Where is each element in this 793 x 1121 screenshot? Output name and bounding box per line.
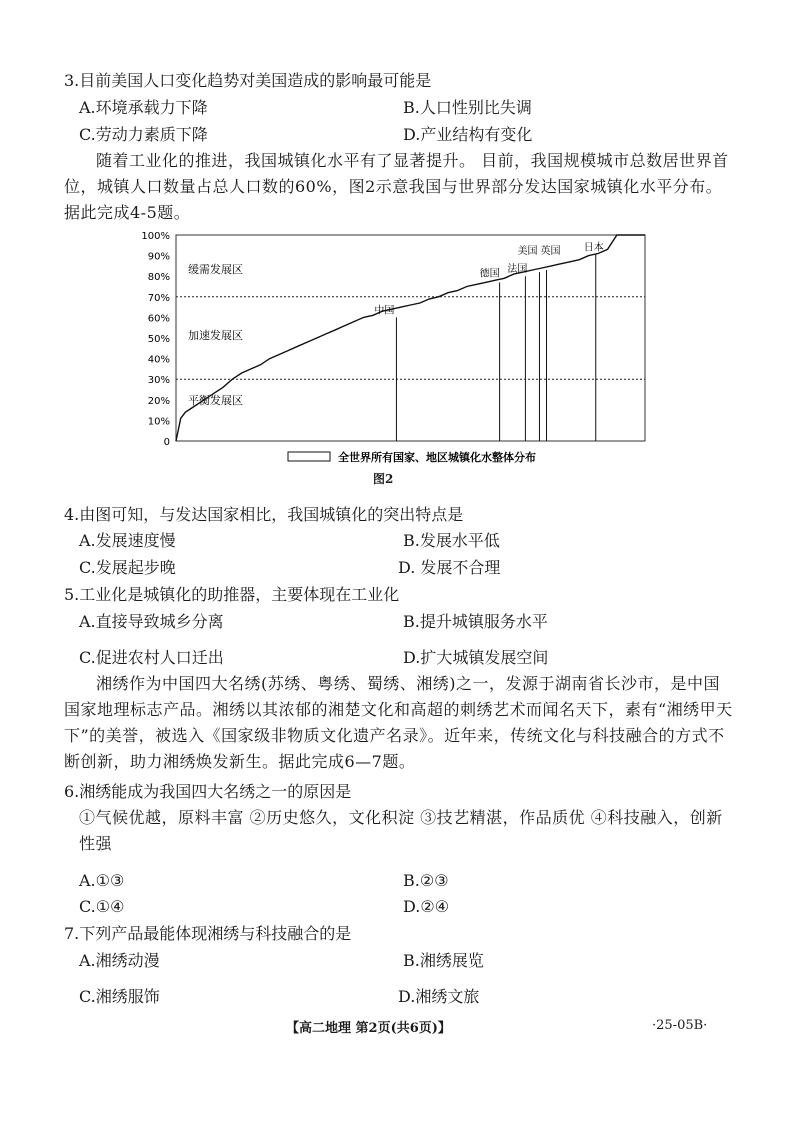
- question-6-option-b: B.②③: [403, 871, 449, 890]
- y-tick-label: 60%: [147, 313, 170, 325]
- question-4-option-d: D. 发展不合理: [398, 558, 501, 577]
- question-4-option-b: B.发展水平低: [403, 531, 500, 550]
- country-label: 英国: [540, 246, 561, 258]
- question-3-option-c: C.劳动力素质下降: [79, 125, 208, 144]
- y-tick-label: 50%: [147, 334, 170, 345]
- y-tick-label: 20%: [147, 395, 170, 407]
- question-4-stem: 4.由图可知，与发达国家相比，我国城镇化的突出特点是: [64, 505, 464, 524]
- question-4-option-c: C.发展起步晚: [79, 558, 176, 577]
- country-label: 中国: [374, 305, 395, 317]
- country-label: 德国: [479, 268, 500, 280]
- passage-urbanization: 随着工业化的推进，我国城镇化水平有了显著提升。 目前，我国规模城市总数居世界首位，城镇人口数量占总人口数的60%，图2示意我国与世界部分发达国家城镇化水平分布。据此完成4-5题。: [64, 151, 729, 222]
- question-6-option-d: D.②④: [403, 897, 450, 916]
- zone-label-balance: 平衡发展区: [188, 394, 243, 407]
- y-tick-label: 70%: [147, 292, 170, 304]
- country-label: 日本: [583, 242, 604, 254]
- question-3-stem: 3.目前美国人口变化趋势对美国造成的影响最可能是: [64, 71, 432, 90]
- question-5-option-a: A.直接导致城乡分离: [79, 612, 224, 631]
- figure-label: 图2: [373, 472, 394, 486]
- page-footer-code: ·25-05B·: [652, 1018, 708, 1033]
- question-7-option-a: A.湘绣动漫: [79, 951, 160, 970]
- urbanization-chart: [132, 222, 662, 470]
- question-5-option-c: C.促进农村人口迁出: [79, 648, 224, 667]
- question-7-option-b: B.湘绣展览: [403, 951, 484, 970]
- y-tick-label: 10%: [147, 416, 170, 428]
- question-3-option-a: A.环境承载力下降: [79, 98, 208, 117]
- y-tick-label: 100%: [141, 231, 170, 242]
- page-footer-label: 【高二地理 第2页(共6页)】: [286, 1021, 451, 1036]
- question-7-option-c: C.湘绣服饰: [79, 987, 160, 1006]
- question-5-option-b: B.提升城镇服务水平: [403, 612, 548, 631]
- question-3-option-d: D.产业结构有变化: [403, 125, 533, 144]
- chart-title: 全世界所有国家、地区城镇化水整体分布: [338, 451, 536, 464]
- urbanization-curve: [176, 235, 645, 441]
- question-5-stem: 5.工业化是城镇化的助推器，主要体现在工业化: [64, 585, 400, 604]
- question-6-statements: ①气候优越，原料丰富 ②历史悠久，文化积淀 ③技艺精湛，作品质优 ④科技融入，创新性强: [79, 808, 723, 853]
- plot-frame: [176, 235, 645, 441]
- zone-label-slow: 缓需发展区: [188, 263, 243, 276]
- zone-label-accelerate: 加速发展区: [188, 329, 243, 342]
- y-tick-label: 80%: [147, 272, 170, 284]
- question-6-stem: 6.湘绣能成为我国四大名绣之一的原因是: [64, 782, 352, 801]
- passage-xiang-embroidery: 湘绣作为中国四大名绣(苏绣、粤绣、蜀绣、湘绣)之一，发源于湖南省长沙市，是中国国家地理标志产品。湘绣以其浓郁的湘楚文化和高超的刺绣艺术而闻名天下，素有“湘绣甲天下”的美誉，被选入《国家级非物质文化遗产名录》。近年来，传统文化与科技融合的方式不断创新，助力湘绣焕发新生。据此完成6—7题。: [64, 674, 733, 771]
- question-6-option-a: A.①③: [79, 871, 125, 890]
- y-tick-label: 30%: [147, 375, 170, 387]
- legend-swatch: [288, 452, 330, 461]
- y-tick-label: 40%: [147, 354, 170, 366]
- country-label: 美国: [517, 246, 538, 258]
- y-tick-label: 90%: [147, 251, 170, 263]
- question-6-option-c: C.①④: [79, 897, 125, 916]
- question-4-option-a: A.发展速度慢: [79, 531, 176, 550]
- country-label: 法国: [507, 264, 528, 276]
- question-5-option-d: D.扩大城镇发展空间: [403, 648, 549, 667]
- question-7-option-d: D.湘绣文旅: [398, 987, 480, 1006]
- question-3-option-b: B.人口性别比失调: [403, 98, 532, 117]
- y-tick-label: 0: [163, 437, 170, 448]
- question-7-stem: 7.下列产品最能体现湘绣与科技融合的是: [64, 924, 352, 943]
